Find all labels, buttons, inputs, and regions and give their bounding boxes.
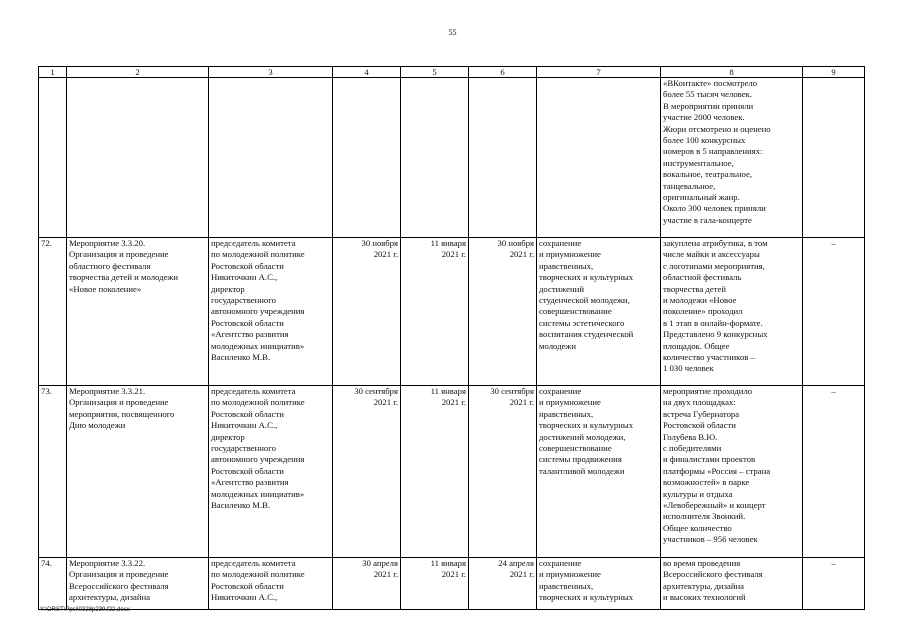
event-cell: Мероприятие 3.3.20. Организация и проведение областного фестиваля творчества детей и молодежи «Новое поколение»	[67, 238, 209, 386]
page-number: 55	[448, 28, 457, 37]
executor-cell: председатель комитета по молодежной политике Ростовской области Никиточкин А.С., директор государственного автономного учреждения Ростовской области «Агентство развития молодежных инициатив» Василенко М.В.	[209, 386, 333, 558]
note-cell: –	[803, 238, 865, 386]
column-header: 6	[469, 67, 537, 78]
file-path-footer: Y:\ORST\Ppsi\0328p239.f22.docx	[40, 607, 130, 613]
row-number: 72.	[39, 238, 67, 386]
column-header: 9	[803, 67, 865, 78]
table-row	[39, 386, 865, 558]
actual-result-cell: закуплена атрибутика, в том числе майки и аксессуары с логотипами мероприятия, областной фестиваль творчества детей и молодежи «Новое поколение» проходил в 1 этап в онлайн-формате. Представлено 9 конкурсных площадок. Общее количество участников – 1 030 человек	[661, 238, 803, 386]
actual-end-cell: 24 апреля 2021 г.	[469, 558, 537, 610]
column-header: 5	[401, 67, 469, 78]
event-cell: Мероприятие 3.3.21. Организация и проведение мероприятия, посвященного Дню молодежи	[67, 386, 209, 558]
expected-result-cell: сохранение и приумножение нравственных, творческих и культурных достижений студенческой молодежи, совершенствование системы эстетического воспитания студенческой молодежи	[537, 238, 661, 386]
table-row	[39, 558, 865, 610]
planned-end-cell: 30 ноября 2021 г.	[333, 238, 401, 386]
actual-result-cell: во время проведения Всероссийского фестиваля архитектуры, дизайна и высоких технологий	[661, 558, 803, 610]
column-header: 4	[333, 67, 401, 78]
actual-start-cell: 11 января 2021 г.	[401, 558, 469, 610]
actual-result-cell: мероприятие проходило на двух площадках: встреча Губернатора Ростовской области Голубева В.Ю. с победителями и финалистами проектов платформы «Россия – страна возможностей» в парке культуры и отдыха «Левобережный» и концерт исполнителя Звонкий. Общее количество участников – 956 человек	[661, 386, 803, 558]
note-cell: –	[803, 558, 865, 610]
expected-result-cell: сохранение и приумножение нравственных, творческих и культурных	[537, 558, 661, 610]
event-cell: Мероприятие 3.3.22. Организация и проведение Всероссийского фестиваля архитектуры, дизайна	[67, 558, 209, 610]
column-header: 7	[537, 67, 661, 78]
column-header: 8	[661, 67, 803, 78]
column-header: 3	[209, 67, 333, 78]
executor-cell: председатель комитета по молодежной политике Ростовской области Никиточкин А.С., директор государственного автономного учреждения Ростовской области «Агентство развития молодежных инициатив» Василенко М.В.	[209, 238, 333, 386]
actual-end-cell: 30 ноября 2021 г.	[469, 238, 537, 386]
report-table	[38, 66, 865, 610]
column-header: 2	[67, 67, 209, 78]
actual-end-cell: 30 сентября 2021 г.	[469, 386, 537, 558]
executor-cell: председатель комитета по молодежной политике Ростовской области Никиточкин А.С.,	[209, 558, 333, 610]
expected-result-cell: сохранение и приумножение нравственных, творческих и культурных достижений молодежи, совершенствование системы продвижения талантливой молодежи	[537, 386, 661, 558]
continuation-row	[39, 78, 865, 238]
planned-end-cell: 30 апреля 2021 г.	[333, 558, 401, 610]
note-cell: –	[803, 386, 865, 558]
row-number: 73.	[39, 386, 67, 558]
planned-end-cell: 30 сентября 2021 г.	[333, 386, 401, 558]
column-header: 1	[39, 67, 67, 78]
actual-start-cell: 11 января 2021 г.	[401, 386, 469, 558]
actual-start-cell: 11 января 2021 г.	[401, 238, 469, 386]
column-number-row	[39, 67, 865, 78]
actual-result-cell: «ВКонтакте» посмотрело более 55 тысяч человек. В мероприятии приняли участие 2000 человек. Жюри отсмотрено и оценено более 100 конкурсных номеров в 5 направлениях: инструментальное, вокальное, театральное, танцевальное, оригинальный жанр. Около 300 человек приняли участие в гала-концерте	[661, 78, 803, 238]
table-row	[39, 238, 865, 386]
row-number: 74.	[39, 558, 67, 610]
